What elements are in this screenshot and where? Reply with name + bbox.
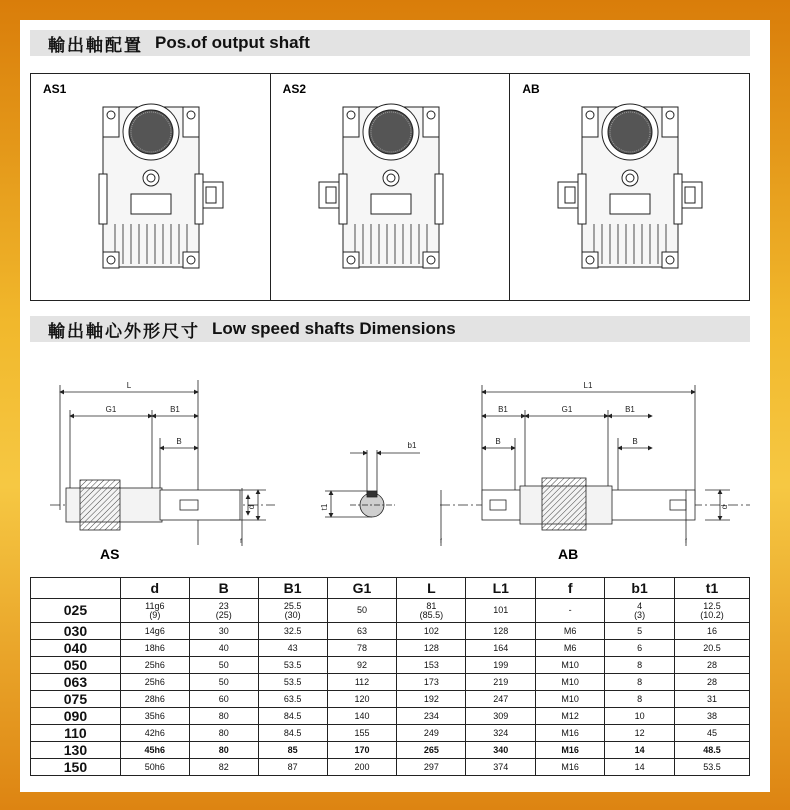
table-cell: 192: [397, 691, 466, 708]
table-cell: 265: [397, 742, 466, 759]
table-cell: 18h6: [120, 640, 189, 657]
table-row: [31, 742, 750, 759]
table-cell: 128: [397, 640, 466, 657]
table-cell: 53.5: [675, 759, 750, 776]
position-as1: [31, 74, 271, 300]
section-title-en: Pos.of output shaft: [155, 33, 310, 52]
table-cell: 340: [466, 742, 536, 759]
table-cell: 85: [258, 742, 327, 759]
header-cell: G1: [327, 578, 397, 599]
section-title-zh: 輸出軸心外形尺寸: [48, 321, 200, 341]
table-cell: 92: [327, 657, 397, 674]
table-cell: 219: [466, 674, 536, 691]
table-cell: M6: [536, 640, 605, 657]
header-cell: b1: [605, 578, 675, 599]
table-cell: 28: [675, 674, 750, 691]
size-cell: 110: [31, 725, 121, 742]
table-cell: 80: [189, 725, 258, 742]
dimensions-table: [30, 577, 750, 776]
dimension-drawing: [30, 350, 750, 550]
table-cell: 247: [466, 691, 536, 708]
table-cell: 249: [397, 725, 466, 742]
table-cell: 11g6 (9): [120, 599, 189, 623]
table-cell: 8: [605, 657, 675, 674]
dim-label-B: B: [632, 437, 638, 446]
dim-label-B1: B1: [170, 405, 180, 414]
gearbox-illustration-as2: [271, 74, 511, 300]
dim-label-b1: b1: [407, 441, 417, 450]
table-cell: 14: [605, 742, 675, 759]
table-cell: M16: [536, 742, 605, 759]
table-row: [31, 725, 750, 742]
table-cell: 28h6: [120, 691, 189, 708]
table-cell: 31: [675, 691, 750, 708]
header-cell: B: [189, 578, 258, 599]
table-cell: 63: [327, 623, 397, 640]
dim-label-G1: G1: [561, 405, 573, 414]
position-label: AS2: [282, 82, 307, 96]
table-cell: 5: [605, 623, 675, 640]
table-cell: 101: [466, 599, 536, 623]
position-label: AB: [522, 82, 540, 96]
table-cell: 112: [327, 674, 397, 691]
table-cell: 25h6: [120, 657, 189, 674]
table-cell: 50: [189, 674, 258, 691]
table-cell: 153: [397, 657, 466, 674]
table-cell: 50h6: [120, 759, 189, 776]
table-header-row: [31, 578, 750, 599]
catalog-page: [20, 20, 770, 792]
table-cell: -: [536, 599, 605, 623]
table-cell: 128: [466, 623, 536, 640]
view-label-ab: AB: [558, 546, 579, 562]
table-cell: 324: [466, 725, 536, 742]
table-cell: 40: [189, 640, 258, 657]
table-cell: 20.5: [675, 640, 750, 657]
table-cell: 82: [189, 759, 258, 776]
table-cell: 200: [327, 759, 397, 776]
table-cell: 8: [605, 691, 675, 708]
view-label-as: AS: [100, 546, 120, 562]
table-row: [31, 657, 750, 674]
table-cell: 12.5 (10.2): [675, 599, 750, 623]
table-cell: 84.5: [258, 708, 327, 725]
position-as2: [271, 74, 511, 300]
table-cell: 140: [327, 708, 397, 725]
header-cell: f: [536, 578, 605, 599]
table-cell: M6: [536, 623, 605, 640]
section-title-zh: 輸出軸配置: [48, 35, 143, 55]
table-cell: M16: [536, 759, 605, 776]
size-cell: 030: [31, 623, 121, 640]
dim-label-f: f: [440, 539, 442, 545]
shaft-dimension-drawings: [30, 350, 750, 565]
table-cell: 199: [466, 657, 536, 674]
size-cell: 063: [31, 674, 121, 691]
table-cell: 14: [605, 759, 675, 776]
table-cell: 30: [189, 623, 258, 640]
dim-label-L1: L1: [583, 381, 593, 390]
size-cell: 040: [31, 640, 121, 657]
table-cell: 60: [189, 691, 258, 708]
table-cell: 16: [675, 623, 750, 640]
table-cell: 80: [189, 742, 258, 759]
table-cell: 38: [675, 708, 750, 725]
table-row: [31, 623, 750, 640]
table-cell: 8: [605, 674, 675, 691]
table-row: [31, 674, 750, 691]
table-cell: 63.5: [258, 691, 327, 708]
section-title-en: Low speed shafts Dimensions: [212, 319, 456, 338]
table-cell: M10: [536, 691, 605, 708]
table-cell: 297: [397, 759, 466, 776]
dim-label-L: L: [126, 381, 132, 390]
dim-label-f: f: [685, 539, 687, 545]
dim-label-B1: B1: [625, 405, 635, 414]
gearbox-illustration-as1: [31, 74, 271, 300]
table-cell: 6: [605, 640, 675, 657]
table-cell: 25.5 (30): [258, 599, 327, 623]
table-cell: 81 (85.5): [397, 599, 466, 623]
table-cell: 80: [189, 708, 258, 725]
table-row: [31, 759, 750, 776]
size-cell: 050: [31, 657, 121, 674]
table-cell: 43: [258, 640, 327, 657]
table-cell: 234: [397, 708, 466, 725]
table-row: [31, 691, 750, 708]
table-cell: 10: [605, 708, 675, 725]
position-label: AS1: [43, 82, 67, 96]
header-cell: L1: [466, 578, 536, 599]
table-cell: 35h6: [120, 708, 189, 725]
section-header-positions: [30, 30, 750, 56]
table-cell: 120: [327, 691, 397, 708]
table-cell: M10: [536, 674, 605, 691]
output-shaft-positions: [30, 73, 750, 301]
table-cell: 45: [675, 725, 750, 742]
table-cell: 45h6: [120, 742, 189, 759]
dim-label-B1: B1: [498, 405, 508, 414]
dim-label-B: B: [176, 437, 182, 446]
size-cell: 075: [31, 691, 121, 708]
table-cell: 170: [327, 742, 397, 759]
table-cell: 42h6: [120, 725, 189, 742]
dim-label-d: d: [247, 504, 256, 510]
table-cell: 25h6: [120, 674, 189, 691]
dim-label-f: f: [240, 539, 242, 545]
table-cell: 53.5: [258, 674, 327, 691]
table-cell: 173: [397, 674, 466, 691]
section-header-dimensions: [30, 316, 750, 342]
header-cell: t1: [675, 578, 750, 599]
position-ab: [510, 74, 749, 300]
table-cell: 87: [258, 759, 327, 776]
table-cell: 23 (25): [189, 599, 258, 623]
header-cell: d: [120, 578, 189, 599]
table-cell: 102: [397, 623, 466, 640]
table-cell: 50: [189, 657, 258, 674]
table-cell: M10: [536, 657, 605, 674]
table-cell: M12: [536, 708, 605, 725]
size-cell: 090: [31, 708, 121, 725]
header-cell-size: [31, 578, 121, 599]
dim-label-t1: t1: [320, 503, 329, 511]
table-cell: 4 (3): [605, 599, 675, 623]
table-row: [31, 640, 750, 657]
table-cell: 309: [466, 708, 536, 725]
table-row: [31, 708, 750, 725]
table-cell: 84.5: [258, 725, 327, 742]
gearbox-illustration-ab: [510, 74, 748, 300]
table-cell: M16: [536, 725, 605, 742]
table-cell: 12: [605, 725, 675, 742]
table-cell: 28: [675, 657, 750, 674]
table-cell: 164: [466, 640, 536, 657]
table-row: [31, 599, 750, 623]
table-cell: 14g6: [120, 623, 189, 640]
header-cell: B1: [258, 578, 327, 599]
table-cell: 374: [466, 759, 536, 776]
table-cell: 78: [327, 640, 397, 657]
table-cell: 53.5: [258, 657, 327, 674]
dim-label-G1: G1: [105, 405, 117, 414]
size-cell: 025: [31, 599, 121, 623]
table-cell: 32.5: [258, 623, 327, 640]
size-cell: 150: [31, 759, 121, 776]
header-cell: L: [397, 578, 466, 599]
table-cell: 48.5: [675, 742, 750, 759]
table-cell: 155: [327, 725, 397, 742]
dim-label-d: d: [720, 504, 729, 510]
table-cell: 50: [327, 599, 397, 623]
dim-label-B: B: [495, 437, 501, 446]
size-cell: 130: [31, 742, 121, 759]
